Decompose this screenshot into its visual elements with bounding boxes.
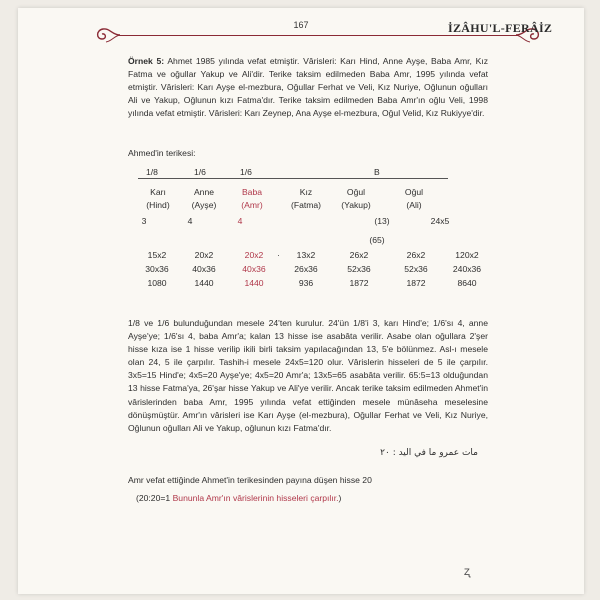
heir-name: Oğul [346, 187, 366, 197]
share-karı: 1/8 [146, 167, 158, 177]
share-value: 4 [187, 216, 193, 226]
row2-cell: 52x36 [347, 264, 371, 274]
heir-name: Anne [193, 187, 215, 197]
heir-name: Baba [241, 187, 263, 197]
row2-cell: 26x36 [294, 264, 318, 274]
book-page [18, 8, 584, 594]
page-corner-mark: ʐ [464, 564, 470, 578]
heir-name: Kız [299, 187, 313, 197]
row1-cell: 15x2 [147, 250, 167, 260]
row1-cell: 20x2 [244, 250, 264, 260]
row2-cell: 40x36 [242, 264, 266, 274]
share-value: 4 [237, 216, 243, 226]
asabe-share: (13) [374, 216, 390, 226]
row2-cell: 30x36 [145, 264, 169, 274]
row3-cell: 1440 [244, 278, 264, 288]
row2-cell: 40x36 [192, 264, 216, 274]
row3-cell: 1872 [406, 278, 426, 288]
heir-name: Oğul [404, 187, 424, 197]
heir-sub: (Ayşe) [191, 200, 217, 210]
row3-cell: 936 [298, 278, 314, 288]
separator-dot: · [277, 250, 280, 260]
row1-cell: 120x2 [455, 250, 479, 260]
table-rule [138, 178, 448, 179]
heir-sub: (Hind) [146, 200, 170, 210]
arabic-line: مات عمرو ما في اليد : ٢٠ [380, 448, 478, 458]
row3-cell: 1080 [147, 278, 167, 288]
page-number: 167 [293, 20, 309, 30]
row1-cell: 26x2 [349, 250, 369, 260]
example-text: Ahmet 1985 yılında vefat etmiştir. Vârisleri: Karı Hind, Anne Ayşe, Baba Amr, Kız Fatma ve oğullar Yakup ve Ali'dir. Terike taksim edilmeden Baba Amr, 1995 yılında vefat etmiştir. Vârisleri: Karı Ayşe el-mezbura, Oğullar Ferhat ve Veli, Kız Nuriye, Oğlunun oğulları Ali ve Yakup, Oğlunun kızı Fatma'dır. Terike taksim edilmeden Baba Amr'ın oğlu Veli, 1998 yılında vefat etmiştir. Vârisleri: Karı Zeynep, Ana Ayşe el-mezbura, Oğul Velid, Kız Rukiyye'dir. [128, 56, 489, 119]
row1-cell: 26x2 [406, 250, 426, 260]
row2-cell: 52x36 [404, 264, 428, 274]
asabe-multiplied: (65) [369, 235, 385, 245]
total-share: 24x5 [430, 216, 450, 226]
share-anne: 1/6 [194, 167, 206, 177]
share-baba: 1/6 [240, 167, 252, 177]
example-label: Örnek 5: [128, 56, 165, 66]
table-intro: Ahmed'in terikesi: [128, 148, 196, 158]
row1-cell: 20x2 [194, 250, 214, 260]
note-suffix: ) [338, 493, 342, 503]
share-asabe: B [374, 167, 380, 177]
heir-sub: (Amr) [241, 200, 263, 210]
row3-cell: 1872 [349, 278, 369, 288]
note-multiplier [136, 492, 341, 505]
note-red-text: Bununla Amr'ın vârislerinin hisseleri çarpılır. [172, 493, 339, 503]
running-title: İZÂHU'L-FERÂİZ [448, 21, 553, 35]
example-paragraph [128, 55, 488, 120]
row2-cell: 240x36 [452, 264, 482, 274]
note-prefix: (20:20=1 [136, 493, 173, 503]
heir-sub: (Ali) [406, 200, 422, 210]
heir-name: Karı [150, 187, 166, 197]
note-share: Amr vefat ettiğinde Ahmet'in terikesinden payına düşen hisse 20 [128, 475, 372, 485]
explanation-paragraph: 1/8 ve 1/6 bulunduğundan mesele 24'ten kurulur. 24'ün 1/8'i 3, karı Hind'e; 1/6'sı 4, anne Ayşe'ye; 1/6'sı 4, baba Amr'a; kalan 13 hisse ise asabâta verilir. Asabe olan oğullara 2'şer hisse kıza ise 1 hisse verilip ikili birli taksim yapılacağından 13, 5'e bölünmez. Asl-ı mesele olan 24, 5 ile çarpılır. Tashih-i mesele 24x5=120 olur. Vârislerin hisseleri de 5 ile çarpılır. 3x5=15 Hind'e; 4x5=20 Ayşe'ye; 4x5=20 Amr'a; 13x5=65 asabâta verilir. 65:5=13 olduğundan 13 hisse Fatma'ya, 26'şar hisse Yakup ve Ali'ye verilir. Ancak terike taksim edilmeden Ahmet'in vârislerinden baba Amr, 1995 yılında vefat ettiğinden mesele münâseha meselesine dönüşmüştür. Amr'ın vârisleri ise Karı Ayşe (el-mezbura), Oğullar Ferhat ve Veli, Kız Nuriye, Oğlunun oğulları Ali ve Yakup, oğlunun kızı Fatma'dır. [128, 318, 488, 433]
heir-sub: (Yakup) [341, 200, 371, 210]
heir-sub: (Fatma) [290, 200, 322, 210]
row1-cell: 13x2 [296, 250, 316, 260]
share-value: 3 [141, 216, 147, 226]
row3-cell: 1440 [194, 278, 214, 288]
row3-cell: 8640 [457, 278, 477, 288]
